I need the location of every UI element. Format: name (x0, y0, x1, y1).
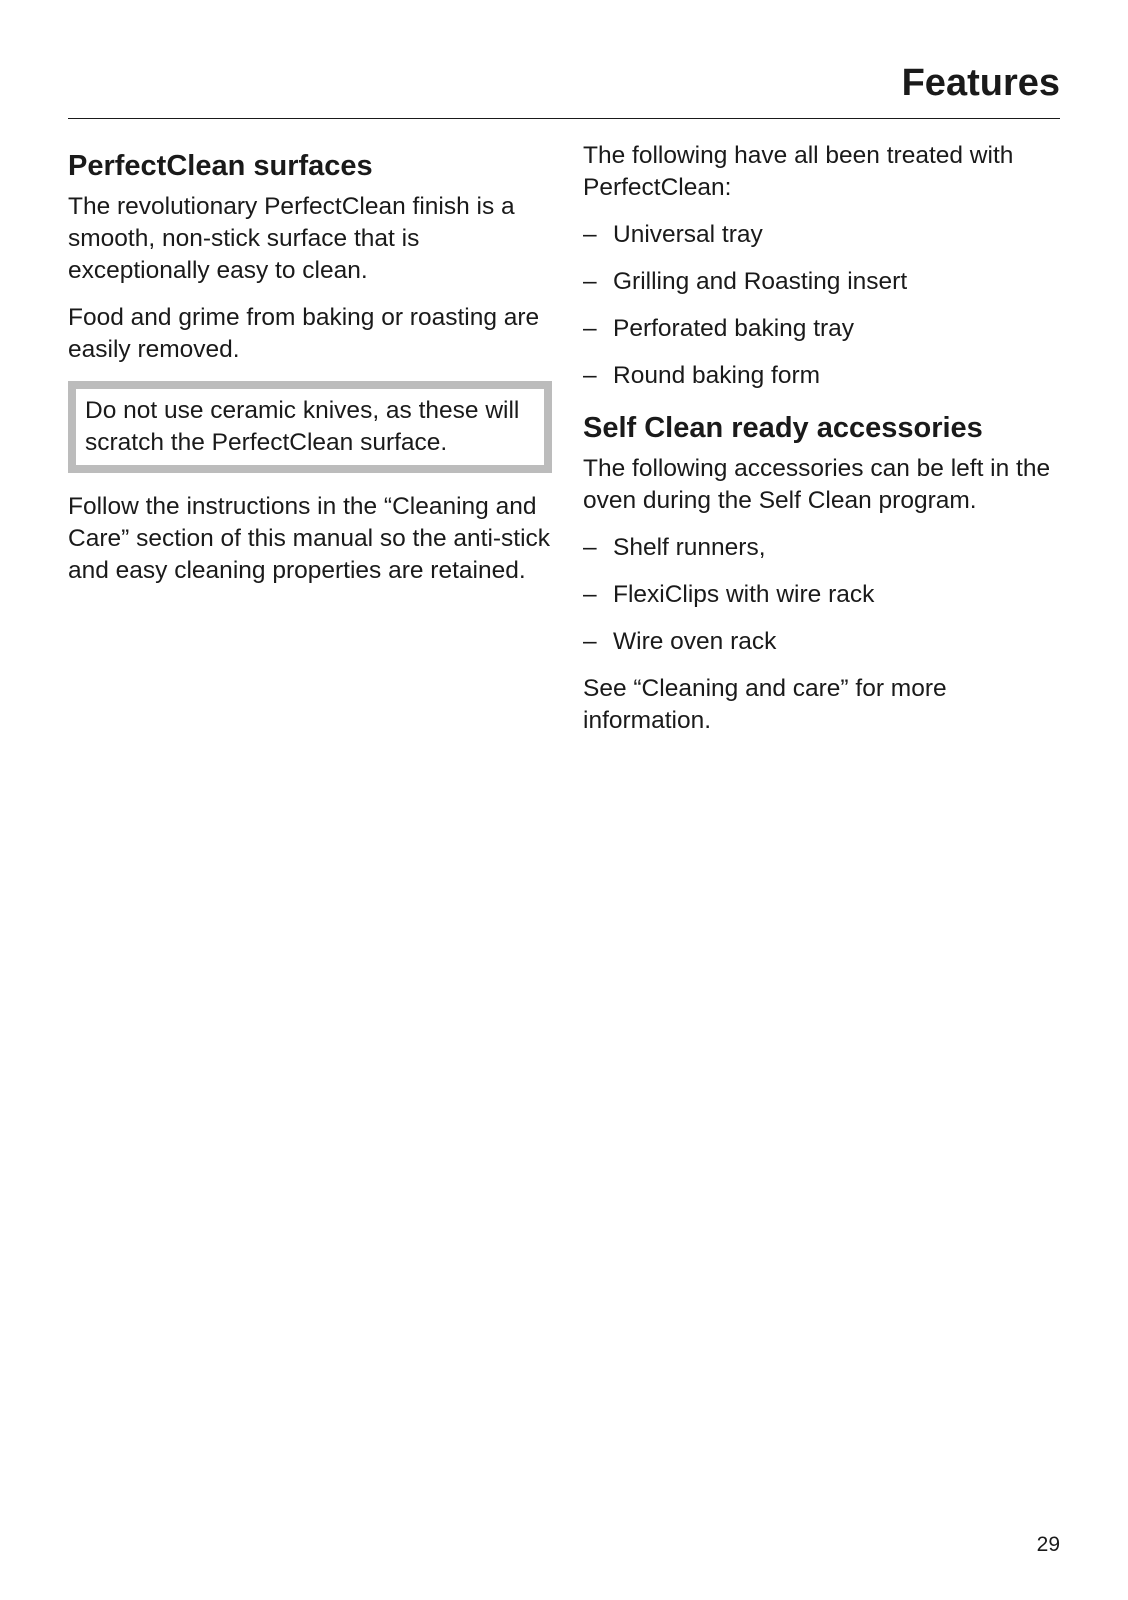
dash-bullet: – (583, 315, 597, 342)
list-item-text: FlexiClips with wire rack (613, 581, 875, 608)
list-item (583, 626, 1063, 658)
paragraph: See “Cleaning and care” for more information. (583, 675, 947, 734)
paragraph: The revolutionary PerfectClean finish is a smooth, non-stick surface that is exceptionally easy to clean. (68, 193, 515, 284)
warning-text: Do not use ceramic knives, as these will scratch the PerfectClean surface. (85, 397, 520, 456)
list-item (583, 266, 1063, 298)
dash-bullet: – (583, 628, 597, 655)
dash-bullet: – (583, 581, 597, 608)
list-item (583, 532, 1063, 564)
list-item (583, 219, 1063, 251)
right-column (583, 140, 1063, 752)
list-item-text: Wire oven rack (613, 628, 777, 655)
accessory-items-list (583, 532, 1063, 658)
list-item-text: Universal tray (613, 221, 763, 248)
left-column (68, 140, 552, 602)
paragraph: The following accessories can be left in the oven during the Self Clean program. (583, 455, 1051, 514)
list-item-text: Perforated baking tray (613, 315, 855, 342)
dash-bullet: – (583, 221, 597, 248)
treated-items-list (583, 219, 1063, 392)
warning-box (68, 381, 552, 473)
list-item (583, 579, 1063, 611)
paragraph: The following have all been treated with PerfectClean: (583, 142, 1014, 201)
list-item-text: Round baking form (613, 362, 821, 389)
dash-bullet: – (583, 362, 597, 389)
paragraph: Food and grime from baking or roasting are easily removed. (68, 304, 540, 363)
section-heading-perfectclean: PerfectClean surfaces (68, 150, 373, 182)
list-item (583, 313, 1063, 345)
header-divider (68, 118, 1060, 119)
paragraph: Follow the instructions in the “Cleaning and Care” section of this manual so the anti-stick and easy cleaning properties are retained. (68, 493, 551, 584)
page-title: Features (901, 62, 1060, 104)
section-heading-self-clean: Self Clean ready accessories (583, 412, 983, 444)
dash-bullet: – (583, 268, 597, 295)
list-item (583, 360, 1063, 392)
dash-bullet: – (583, 534, 597, 561)
page-number: 29 (1036, 1533, 1060, 1556)
list-item-text: Grilling and Roasting insert (613, 268, 908, 295)
list-item-text: Shelf runners, (613, 534, 766, 561)
